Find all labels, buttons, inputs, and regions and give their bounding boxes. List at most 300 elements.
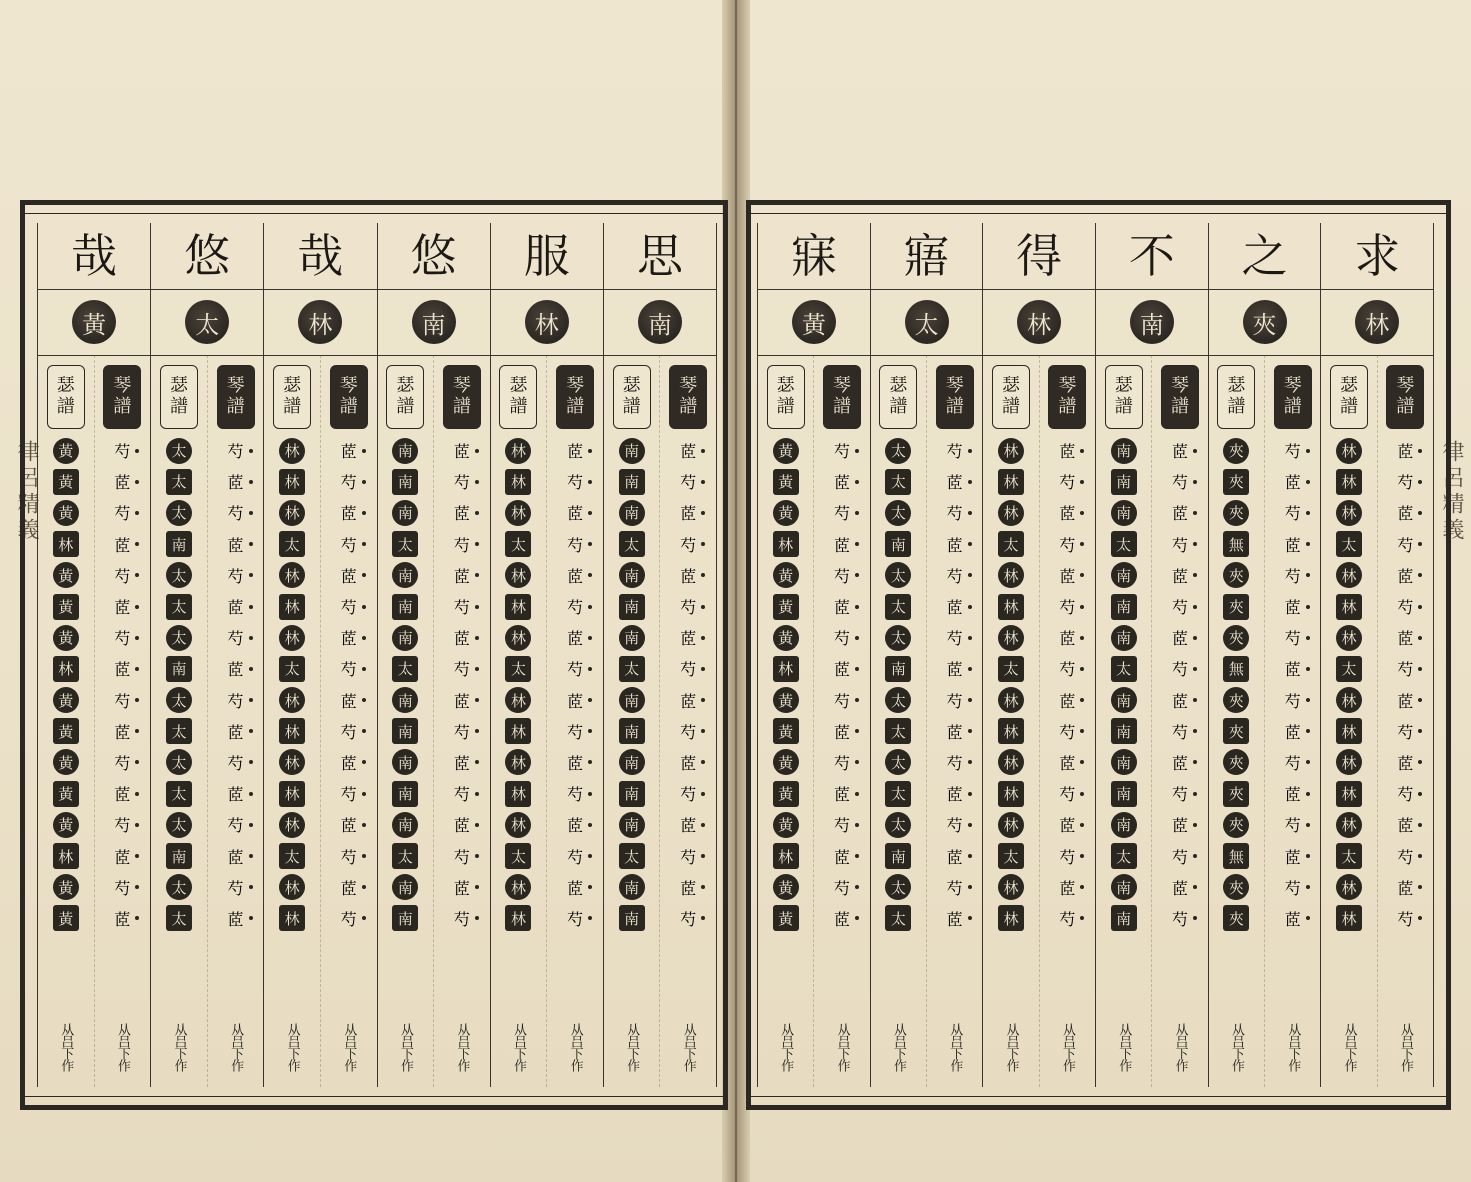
note-cell xyxy=(454,903,470,934)
se-note: 林 xyxy=(1336,469,1362,495)
qin-note: 芍 xyxy=(114,629,131,649)
se-note: 林 xyxy=(505,625,531,651)
note-cell xyxy=(53,529,79,560)
label-character: 譜 xyxy=(283,396,302,417)
se-note: 太 xyxy=(885,469,911,495)
note-cell xyxy=(619,529,645,560)
note-cell xyxy=(279,872,305,903)
se-note: 林 xyxy=(998,625,1024,651)
beat-dot xyxy=(701,573,705,577)
pitch-cell xyxy=(151,289,263,356)
beat-dot xyxy=(1193,823,1197,827)
note-cell xyxy=(279,685,305,716)
note-cell xyxy=(1285,685,1301,716)
se-note: 太 xyxy=(885,562,911,588)
se-note: 黃 xyxy=(773,749,799,775)
lyric-cell xyxy=(378,223,490,290)
se-note: 夾 xyxy=(1223,781,1249,807)
beat-dot xyxy=(1306,667,1310,671)
note-cell xyxy=(1172,529,1188,560)
se-note: 林 xyxy=(505,749,531,775)
se-note: 林 xyxy=(279,749,305,775)
se-note: 南 xyxy=(885,656,911,682)
note-cell xyxy=(341,466,357,497)
lyric-character: 寐 xyxy=(790,229,837,283)
note-cell xyxy=(998,778,1024,809)
qin-note: 芍 xyxy=(834,629,851,649)
lyric-column xyxy=(490,223,603,1087)
se-note: 黃 xyxy=(773,438,799,464)
se-note: 南 xyxy=(392,438,418,464)
note-cell xyxy=(341,685,357,716)
qin-note: 芍 xyxy=(453,909,470,929)
se-note: 太 xyxy=(885,749,911,775)
right-score-grid xyxy=(757,223,1434,1087)
se-note: 太 xyxy=(279,656,305,682)
se-note: 太 xyxy=(279,843,305,869)
qin-note: 芍 xyxy=(227,816,244,836)
beat-dot xyxy=(1193,636,1197,640)
qin-note: 茝 xyxy=(453,504,470,524)
note-cell xyxy=(885,872,911,903)
se-note: 太 xyxy=(166,469,192,495)
se-note: 夾 xyxy=(1223,687,1249,713)
label-character: 瑟 xyxy=(169,375,188,397)
se-note: 黃 xyxy=(53,718,79,744)
beat-dot xyxy=(1418,636,1422,640)
se-note: 黃 xyxy=(53,562,79,588)
qin-note: 芍 xyxy=(340,785,357,805)
note-cell xyxy=(947,653,963,684)
note-cell xyxy=(567,529,583,560)
note-cell xyxy=(505,435,531,466)
qin-note: 芍 xyxy=(1059,473,1076,493)
note-cell xyxy=(166,622,192,653)
qin-note: 芍 xyxy=(1172,909,1189,929)
note-cell xyxy=(114,872,130,903)
beat-dot xyxy=(968,667,972,671)
note-cell xyxy=(505,653,531,684)
beat-dot xyxy=(1418,480,1422,484)
se-note: 南 xyxy=(166,843,192,869)
note-cell xyxy=(53,560,79,591)
label-character: 譜 xyxy=(1058,396,1077,417)
note-cell xyxy=(166,497,192,528)
beat-dot xyxy=(1193,729,1197,733)
note-cell xyxy=(1397,809,1413,840)
beat-dot xyxy=(855,916,859,920)
note-cell xyxy=(1111,685,1137,716)
note-cell xyxy=(998,840,1024,871)
note-cell xyxy=(114,903,130,934)
se-note: 夾 xyxy=(1223,438,1249,464)
qin-note: 芍 xyxy=(946,566,963,586)
qin-tablature-column xyxy=(1151,355,1207,1087)
note-cell xyxy=(619,497,645,528)
note-cell xyxy=(619,903,645,934)
beat-dot xyxy=(249,573,253,577)
note-cell xyxy=(998,529,1024,560)
column-footer: 从吕下作 xyxy=(947,1023,963,1071)
se-tablature-column xyxy=(871,355,926,1087)
note-cell xyxy=(1397,903,1413,934)
se-note: 林 xyxy=(279,718,305,744)
column-footer: 从吕下作 xyxy=(1172,1023,1188,1071)
note-cell xyxy=(228,840,244,871)
qin-note: 芍 xyxy=(834,691,851,711)
note-cell xyxy=(567,560,583,591)
note-cell xyxy=(1397,591,1413,622)
note-cell xyxy=(1059,466,1075,497)
beat-dot xyxy=(1193,480,1197,484)
beat-dot xyxy=(1418,854,1422,858)
qin-note: 芍 xyxy=(1059,660,1076,680)
beat-dot xyxy=(249,449,253,453)
se-note: 夾 xyxy=(1223,905,1249,931)
beat-dot xyxy=(1193,573,1197,577)
qin-note: 芍 xyxy=(114,442,131,462)
note-cell xyxy=(834,809,850,840)
se-note: 林 xyxy=(1336,594,1362,620)
note-cell xyxy=(947,529,963,560)
se-note: 林 xyxy=(279,500,305,526)
beat-dot xyxy=(1418,542,1422,546)
qin-note: 芍 xyxy=(1397,660,1414,680)
se-note: 林 xyxy=(505,687,531,713)
se-note: 黃 xyxy=(773,905,799,931)
qin-tablature-label xyxy=(1274,365,1312,429)
beat-dot xyxy=(968,542,972,546)
note-list xyxy=(1321,435,1376,934)
qin-note: 茝 xyxy=(1397,816,1414,836)
beat-dot xyxy=(362,698,366,702)
beat-dot xyxy=(1306,916,1310,920)
label-character: 譜 xyxy=(1114,396,1133,417)
beat-dot xyxy=(249,823,253,827)
pitch-seal: 南 xyxy=(1130,300,1174,344)
label-character: 譜 xyxy=(1396,396,1415,417)
beat-dot xyxy=(1306,636,1310,640)
notation-body xyxy=(1209,355,1321,1087)
beat-dot xyxy=(362,792,366,796)
se-note: 南 xyxy=(1111,562,1137,588)
label-character: 譜 xyxy=(889,396,908,417)
qin-note: 芍 xyxy=(680,598,697,618)
qin-tablature-label xyxy=(556,365,594,429)
qin-note: 茝 xyxy=(1172,442,1189,462)
se-note: 太 xyxy=(166,812,192,838)
qin-note: 芍 xyxy=(114,753,131,773)
beat-dot xyxy=(1306,698,1310,702)
beat-dot xyxy=(1306,605,1310,609)
note-cell xyxy=(1223,872,1249,903)
qin-note: 茝 xyxy=(453,753,470,773)
se-note: 南 xyxy=(392,905,418,931)
note-cell xyxy=(773,872,799,903)
note-cell xyxy=(1059,591,1075,622)
qin-note: 芍 xyxy=(227,629,244,649)
se-note: 林 xyxy=(1336,749,1362,775)
se-note: 太 xyxy=(1111,656,1137,682)
note-cell xyxy=(834,466,850,497)
beat-dot xyxy=(249,480,253,484)
label-character: 譜 xyxy=(1283,396,1302,417)
note-cell xyxy=(392,778,418,809)
beat-dot xyxy=(1418,449,1422,453)
pitch-cell xyxy=(758,289,870,356)
lyric-character: 不 xyxy=(1128,229,1175,283)
se-note: 林 xyxy=(998,594,1024,620)
qin-note: 芍 xyxy=(1172,785,1189,805)
qin-note: 芍 xyxy=(340,722,357,742)
beat-dot xyxy=(249,667,253,671)
se-note: 太 xyxy=(998,531,1024,557)
pitch-seal: 林 xyxy=(298,300,342,344)
note-cell xyxy=(619,872,645,903)
note-cell xyxy=(567,653,583,684)
note-cell xyxy=(1223,716,1249,747)
beat-dot xyxy=(1306,760,1310,764)
note-cell xyxy=(114,716,130,747)
note-cell xyxy=(1285,560,1301,591)
note-cell xyxy=(114,560,130,591)
qin-note: 芍 xyxy=(567,847,584,867)
note-cell xyxy=(1111,747,1137,778)
se-note: 太 xyxy=(998,843,1024,869)
se-tablature-column xyxy=(1209,355,1264,1087)
qin-note: 茝 xyxy=(1172,504,1189,524)
note-cell xyxy=(53,653,79,684)
qin-note: 茝 xyxy=(340,566,357,586)
note-cell xyxy=(567,747,583,778)
beat-dot xyxy=(362,760,366,764)
note-cell xyxy=(567,778,583,809)
beat-dot xyxy=(588,792,592,796)
note-list xyxy=(264,435,320,934)
qin-note: 芍 xyxy=(946,504,963,524)
note-cell xyxy=(680,778,696,809)
note-cell xyxy=(53,497,79,528)
qin-note: 茝 xyxy=(1284,785,1301,805)
se-note: 南 xyxy=(619,781,645,807)
note-cell xyxy=(1285,653,1301,684)
note-cell xyxy=(567,809,583,840)
note-cell xyxy=(1397,685,1413,716)
se-note: 南 xyxy=(619,469,645,495)
se-note: 太 xyxy=(166,438,192,464)
beat-dot xyxy=(249,916,253,920)
beat-dot xyxy=(968,636,972,640)
label-character: 瑟 xyxy=(776,375,795,397)
beat-dot xyxy=(1080,449,1084,453)
note-cell xyxy=(279,529,305,560)
qin-note: 茝 xyxy=(1284,598,1301,618)
beat-dot xyxy=(249,636,253,640)
note-cell xyxy=(773,497,799,528)
label-character: 譜 xyxy=(566,396,585,417)
note-cell xyxy=(773,435,799,466)
beat-dot xyxy=(135,542,139,546)
qin-note: 茝 xyxy=(114,909,131,929)
qin-note: 芍 xyxy=(453,660,470,680)
beat-dot xyxy=(968,449,972,453)
se-note: 太 xyxy=(885,874,911,900)
se-note: 林 xyxy=(53,656,79,682)
beat-dot xyxy=(1306,854,1310,858)
se-note: 南 xyxy=(392,625,418,651)
beat-dot xyxy=(475,792,479,796)
lyric-character: 求 xyxy=(1354,229,1401,283)
lyric-column xyxy=(150,223,263,1087)
beat-dot xyxy=(588,480,592,484)
beat-dot xyxy=(701,605,705,609)
se-note: 南 xyxy=(1111,749,1137,775)
note-cell xyxy=(228,591,244,622)
qin-tablature-column xyxy=(94,355,151,1087)
beat-dot xyxy=(588,729,592,733)
note-cell xyxy=(567,622,583,653)
beat-dot xyxy=(362,823,366,827)
note-cell xyxy=(834,747,850,778)
lyric-cell xyxy=(38,223,150,290)
note-cell xyxy=(947,622,963,653)
note-cell xyxy=(279,747,305,778)
se-note: 南 xyxy=(619,718,645,744)
column-footer: 从吕下作 xyxy=(397,1023,413,1071)
note-cell xyxy=(773,591,799,622)
beat-dot xyxy=(701,511,705,515)
note-cell xyxy=(680,435,696,466)
se-note: 夾 xyxy=(1223,718,1249,744)
note-cell xyxy=(166,840,192,871)
note-cell xyxy=(1397,840,1413,871)
beat-dot xyxy=(249,854,253,858)
se-note: 太 xyxy=(392,843,418,869)
beat-dot xyxy=(1306,729,1310,733)
note-cell xyxy=(392,560,418,591)
note-cell xyxy=(834,685,850,716)
note-cell xyxy=(885,622,911,653)
beat-dot xyxy=(1193,605,1197,609)
beat-dot xyxy=(701,854,705,858)
note-cell xyxy=(505,840,531,871)
pitch-cell xyxy=(491,289,603,356)
note-cell xyxy=(341,747,357,778)
note-cell xyxy=(1397,497,1413,528)
beat-dot xyxy=(135,667,139,671)
note-cell xyxy=(279,497,305,528)
note-cell xyxy=(505,591,531,622)
lyric-column xyxy=(377,223,490,1087)
qin-note: 茝 xyxy=(680,691,697,711)
note-cell xyxy=(341,840,357,871)
notation-body xyxy=(871,355,983,1087)
note-cell xyxy=(114,809,130,840)
se-tablature-column xyxy=(264,355,320,1087)
qin-note: 芍 xyxy=(1059,722,1076,742)
note-cell xyxy=(228,747,244,778)
qin-note: 茝 xyxy=(680,566,697,586)
beat-dot xyxy=(475,698,479,702)
note-list xyxy=(321,435,377,934)
note-cell xyxy=(114,778,130,809)
notation-body xyxy=(151,355,263,1087)
note-cell xyxy=(773,622,799,653)
beat-dot xyxy=(855,760,859,764)
note-list xyxy=(660,435,716,934)
note-cell xyxy=(53,903,79,934)
se-note: 林 xyxy=(1336,500,1362,526)
note-cell xyxy=(114,747,130,778)
label-character: 譜 xyxy=(509,396,528,417)
note-cell xyxy=(114,591,130,622)
qin-note: 芍 xyxy=(340,660,357,680)
note-cell xyxy=(567,497,583,528)
qin-note: 茝 xyxy=(834,909,851,929)
beat-dot xyxy=(362,511,366,515)
qin-note: 芍 xyxy=(340,909,357,929)
note-cell xyxy=(680,685,696,716)
note-cell xyxy=(114,622,130,653)
se-note: 夾 xyxy=(1223,562,1249,588)
note-cell xyxy=(1111,716,1137,747)
note-cell xyxy=(454,840,470,871)
qin-note: 茝 xyxy=(114,535,131,555)
note-cell xyxy=(1111,622,1137,653)
note-cell xyxy=(392,809,418,840)
label-character: 譜 xyxy=(1227,396,1246,417)
se-note: 太 xyxy=(885,594,911,620)
note-cell xyxy=(166,872,192,903)
qin-note: 芍 xyxy=(340,847,357,867)
se-note: 林 xyxy=(505,469,531,495)
left-page-frame xyxy=(20,200,728,1110)
note-cell xyxy=(1397,466,1413,497)
note-cell xyxy=(1285,840,1301,871)
se-note: 南 xyxy=(392,562,418,588)
beat-dot xyxy=(588,449,592,453)
lyric-character: 悠 xyxy=(184,229,231,283)
qin-note: 茝 xyxy=(453,442,470,462)
label-character: 瑟 xyxy=(396,375,415,397)
qin-note: 茝 xyxy=(680,629,697,649)
beat-dot xyxy=(475,760,479,764)
beat-dot xyxy=(1080,729,1084,733)
beat-dot xyxy=(855,542,859,546)
note-cell xyxy=(1111,903,1137,934)
qin-note: 茝 xyxy=(567,878,584,898)
qin-tablature-column xyxy=(1039,355,1095,1087)
beat-dot xyxy=(968,760,972,764)
se-note: 太 xyxy=(885,687,911,713)
beat-dot xyxy=(1080,573,1084,577)
se-note: 太 xyxy=(505,531,531,557)
se-note: 南 xyxy=(1111,718,1137,744)
note-cell xyxy=(1223,529,1249,560)
qin-note: 芍 xyxy=(680,722,697,742)
label-character: 譜 xyxy=(226,396,245,417)
beat-dot xyxy=(1080,636,1084,640)
column-footer: 从吕下作 xyxy=(680,1023,696,1071)
beat-dot xyxy=(1193,885,1197,889)
qin-note: 茝 xyxy=(946,535,963,555)
se-tablature-column xyxy=(491,355,547,1087)
note-cell xyxy=(1285,809,1301,840)
label-character: 琴 xyxy=(566,375,585,397)
column-footer: 从吕下作 xyxy=(778,1023,794,1071)
se-note: 太 xyxy=(166,749,192,775)
left-edge-tab: 律呂精義 xyxy=(14,440,39,544)
